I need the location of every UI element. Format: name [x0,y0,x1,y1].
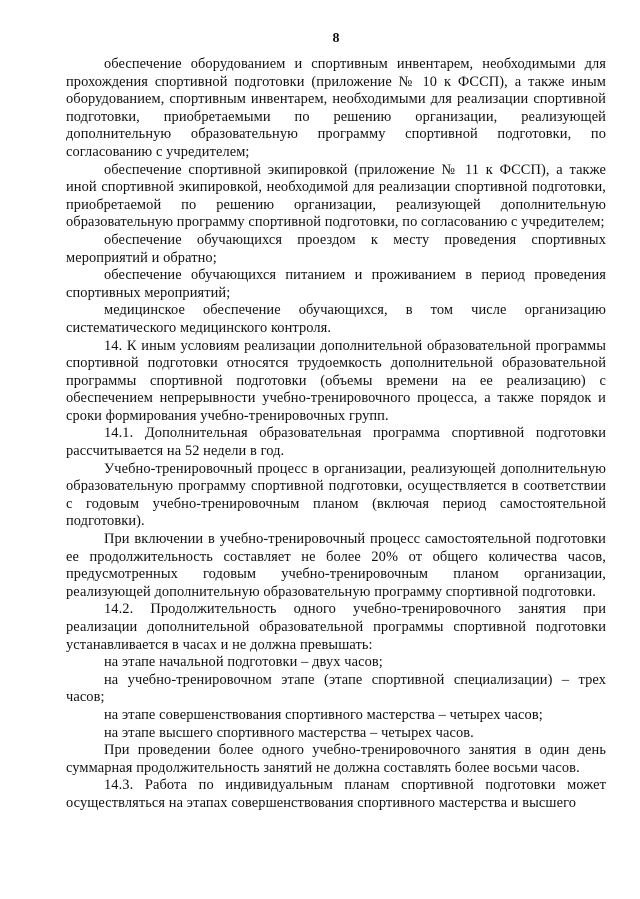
paragraph-section-14-1: 14.1. Дополнительная образовательная программа спортивной подготовки рассчитывается на 52 недели в год. [66,425,606,460]
paragraph-self-training: При включении в учебно-тренировочный процесс самостоятельной подготовки ее продолжительность составляет не более 20% от общего количества часов, предусмотренных годовым учебно-тренировочным планом организации, реализующей дополнительную образовательную программу спортивной подготовки. [66,531,606,600]
paragraph-meals-lodging: обеспечение обучающихся питанием и проживанием в период проведения спортивных мероприятий; [66,267,606,301]
paragraph-stage-highest: на этапе высшего спортивного мастерства – четырех часов. [104,724,474,741]
paragraph-section-14: 14. К иным условиям реализации дополнительной образовательной программы спортивной подготовки относятся трудоемкость дополнительной образовательной программы спортивной подготовки (объемы времени на ее реализацию) с обеспечением непрерывности учебно-тренировочного процесса, а также порядок и сроки формирования учебно-тренировочных групп. [66,337,606,424]
paragraph-training-process: Учебно-тренировочный процесс в организации, реализующей дополнительную образовательную программу спортивной подготовки, осуществляется в соответствии с годовым учебно-тренировочным планом (включая период самостоятельной подготовки). [66,460,606,530]
paragraph-sports-gear: обеспечение спортивной экипировкой (приложение № 11 к ФССП), а также иной спортивной экипировкой, необходимой для реализации спортивной подготовки, приобретаемой по решению организации, реализующей дополнительную образовательную программу спортивной подготовки, по согласованию с учредителем; [66,161,606,231]
paragraph-equipment: обеспечение оборудованием и спортивным инвентарем, необходимыми для прохождения спортивной подготовки (приложение № 10 к ФССП), а также иным оборудованием, спортивным инвентарем, необходимыми для реализации спортивной подготовки, приобретаемыми по решению организации, реализующей дополнительную образовательную программу спортивной подготовки, по согласованию с учредителем; [66,56,606,160]
paragraph-section-14-3: 14.3. Работа по индивидуальным планам спортивной подготовки может осуществляться на этапах совершенствования спортивного мастерства и высшего [66,777,606,811]
paragraph-stage-improvement: на этапе совершенствования спортивного мастерства – четырех часов; [104,706,543,723]
document-body [66,56,606,813]
page-number: 8 [332,31,340,46]
paragraph-stage-training: на учебно-тренировочном этапе (этапе спортивной специализации) – трех часов; [66,671,606,706]
paragraph-multiple-sessions: При проведении более одного учебно-тренировочного занятия в один день суммарная продолжительность занятий не должна составлять более восьми часов. [66,742,606,776]
paragraph-medical: медицинское обеспечение обучающихся, в том числе организацию систематического медицинского контроля. [66,302,606,336]
paragraph-section-14-2: 14.2. Продолжительность одного учебно-тренировочного занятия при реализации дополнительной образовательной программы спортивной подготовки устанавливается в часах и не должна превышать: [66,601,606,653]
paragraph-stage-initial: на этапе начальной подготовки – двух часов; [104,654,383,671]
paragraph-travel: обеспечение обучающихся проездом к месту проведения спортивных мероприятий и обратно; [66,231,606,266]
